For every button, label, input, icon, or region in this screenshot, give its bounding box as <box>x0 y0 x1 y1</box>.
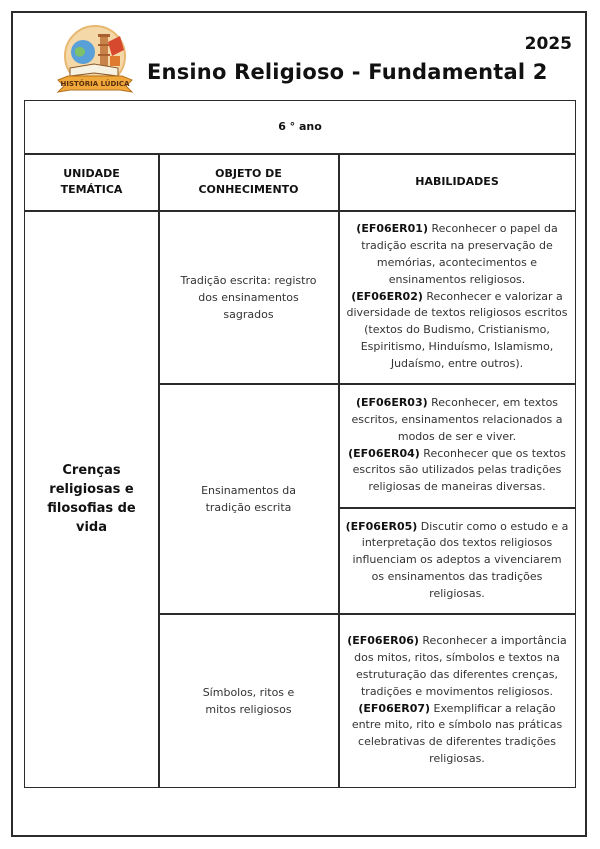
grade-label: 6 ° ano <box>278 120 322 133</box>
habilidade-item: (EF06ER03) Reconhecer, em textos escritos, ensinamentos relacionados a modos de ser e viver. <box>351 396 563 443</box>
year-label: 2025 <box>524 34 572 54</box>
unidade-tematica-cell: Crenças religiosas e filosofias de vida <box>47 463 136 535</box>
habilidade-item: (EF06ER05) Discutir como o estudo e a interpretação dos textos religiosos influenciam os adeptos a vivenciarem os ensinamentos das tradições religiosas. <box>345 519 569 600</box>
objeto-cell: Ensinamentos da tradição escrita <box>201 483 296 514</box>
header-unidade: UNIDADE TEMÁTICA <box>60 167 123 196</box>
habilidade-item: (EF06ER07) Exemplificar a relação entre mito, rito e símbolo nas práticas celebrativas de diferentes tradições religiosas. <box>351 701 563 765</box>
habilidades-cell <box>339 211 575 383</box>
curriculum-table <box>24 100 576 788</box>
habilidade-item: (EF06ER01) Reconhecer o papel da tradição escrita na preservação de memórias, acontecimentos e ensinamentos religiosos. <box>356 222 558 286</box>
habilidades-cell <box>339 384 575 507</box>
page-title: Ensino Religioso - Fundamental 2 <box>147 60 548 84</box>
habilidade-item: (EF06ER04) Reconhecer que os textos escritos são utilizados pelas tradições religiosas de maneiras diversas. <box>348 446 566 494</box>
header-objeto: OBJETO DE CONHECIMENTO <box>198 167 299 196</box>
habilidades-cell <box>339 614 575 787</box>
header-habilidades: HABILIDADES <box>415 175 499 188</box>
habilidade-item: (EF06ER02) Reconhecer e valorizar a diversidade de textos religiosos escritos (textos do Budismo, Cristianismo, Espiritismo, Hinduísmo, Islamismo, Judaísmo, entre outros). <box>346 289 568 370</box>
habilidade-item: (EF06ER06) Reconhecer a importância dos mitos, ritos, símbolos e textos na estruturação das diferentes crenças, tradições e movimentos religiosos. <box>347 634 567 698</box>
habilidades-cell <box>339 508 575 613</box>
logo-text: HISTÓRIA LÚDICA <box>60 80 130 88</box>
objeto-cell: Tradição escrita: registro dos ensinamentos sagrados <box>180 273 317 321</box>
historia-ludica-logo <box>50 22 140 102</box>
objeto-cell: Símbolos, ritos e mitos religiosos <box>202 685 295 716</box>
